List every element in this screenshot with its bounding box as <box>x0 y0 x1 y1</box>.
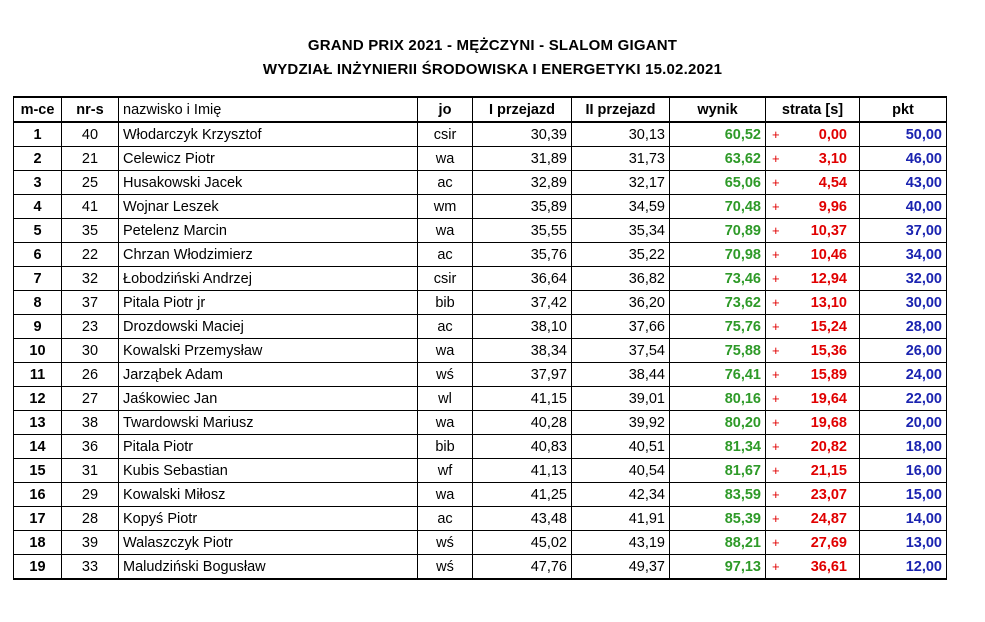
points-cell: 43,00 <box>860 171 947 195</box>
loss-value: 27,69 <box>810 534 847 551</box>
points-cell: 18,00 <box>860 435 947 459</box>
points-cell: 26,00 <box>860 339 947 363</box>
place-cell: 16 <box>14 483 62 507</box>
name-cell: Łobodziński Andrzej <box>119 267 418 291</box>
loss-value: 19,68 <box>810 414 847 431</box>
run1-cell: 31,89 <box>473 147 572 171</box>
run1-cell: 37,42 <box>473 291 572 315</box>
run1-cell: 35,89 <box>473 195 572 219</box>
bib-cell: 36 <box>62 435 119 459</box>
bib-cell: 35 <box>62 219 119 243</box>
table-row <box>14 483 947 507</box>
bib-cell: 21 <box>62 147 119 171</box>
loss-value: 10,46 <box>810 246 847 263</box>
result-cell: 81,34 <box>670 435 766 459</box>
result-cell: 63,62 <box>670 147 766 171</box>
table-row <box>14 531 947 555</box>
result-cell: 88,21 <box>670 531 766 555</box>
result-cell: 85,39 <box>670 507 766 531</box>
name-cell: Husakowski Jacek <box>119 171 418 195</box>
table-row <box>14 122 947 147</box>
plus-sign: + <box>772 342 780 358</box>
run1-cell: 43,48 <box>473 507 572 531</box>
loss-cell <box>766 483 860 507</box>
plus-sign: + <box>772 294 780 310</box>
name-cell: Kubis Sebastian <box>119 459 418 483</box>
run1-cell: 47,76 <box>473 555 572 580</box>
name-cell: Pitala Piotr jr <box>119 291 418 315</box>
run1-cell: 41,13 <box>473 459 572 483</box>
loss-value: 10,37 <box>810 222 847 239</box>
table-row <box>14 243 947 267</box>
bib-cell: 40 <box>62 122 119 147</box>
bib-cell: 25 <box>62 171 119 195</box>
jo-cell: wa <box>418 339 473 363</box>
run1-cell: 32,89 <box>473 171 572 195</box>
jo-cell: wa <box>418 219 473 243</box>
header-name: nazwisko i Imię <box>119 97 418 122</box>
header-points: pkt <box>860 97 947 122</box>
result-cell: 80,20 <box>670 411 766 435</box>
place-cell: 9 <box>14 315 62 339</box>
name-cell: Twardowski Mariusz <box>119 411 418 435</box>
run2-cell: 39,92 <box>572 411 670 435</box>
header-place: m-ce <box>14 97 62 122</box>
points-cell: 13,00 <box>860 531 947 555</box>
name-cell: Jaśkowiec Jan <box>119 387 418 411</box>
place-cell: 13 <box>14 411 62 435</box>
table-row <box>14 459 947 483</box>
loss-value: 20,82 <box>810 438 847 455</box>
run1-cell: 45,02 <box>473 531 572 555</box>
jo-cell: ac <box>418 507 473 531</box>
loss-value: 21,15 <box>810 462 847 479</box>
name-cell: Pitala Piotr <box>119 435 418 459</box>
plus-sign: + <box>772 438 780 454</box>
table-row <box>14 315 947 339</box>
run2-cell: 30,13 <box>572 122 670 147</box>
loss-value: 24,87 <box>810 510 847 527</box>
loss-value: 12,94 <box>810 270 847 287</box>
bib-cell: 32 <box>62 267 119 291</box>
header-loss: strata [s] <box>766 97 860 122</box>
table-row <box>14 363 947 387</box>
loss-cell <box>766 363 860 387</box>
plus-sign: + <box>772 390 780 406</box>
table-row <box>14 507 947 531</box>
run2-cell: 31,73 <box>572 147 670 171</box>
run1-cell: 35,76 <box>473 243 572 267</box>
place-cell: 1 <box>14 122 62 147</box>
plus-sign: + <box>772 462 780 478</box>
jo-cell: csir <box>418 122 473 147</box>
loss-value: 4,54 <box>818 174 847 191</box>
jo-cell: wa <box>418 411 473 435</box>
header-row <box>14 97 947 122</box>
run1-cell: 41,15 <box>473 387 572 411</box>
run2-cell: 32,17 <box>572 171 670 195</box>
result-cell: 73,62 <box>670 291 766 315</box>
loss-cell <box>766 411 860 435</box>
table-row <box>14 219 947 243</box>
bib-cell: 39 <box>62 531 119 555</box>
jo-cell: wm <box>418 195 473 219</box>
run1-cell: 40,83 <box>473 435 572 459</box>
loss-cell <box>766 243 860 267</box>
run2-cell: 43,19 <box>572 531 670 555</box>
place-cell: 15 <box>14 459 62 483</box>
place-cell: 2 <box>14 147 62 171</box>
table-row <box>14 555 947 580</box>
place-cell: 12 <box>14 387 62 411</box>
header-jo: jo <box>418 97 473 122</box>
plus-sign: + <box>772 150 780 166</box>
points-cell: 50,00 <box>860 122 947 147</box>
loss-cell <box>766 387 860 411</box>
run2-cell: 40,54 <box>572 459 670 483</box>
plus-sign: + <box>772 558 780 574</box>
table-row <box>14 291 947 315</box>
points-cell: 20,00 <box>860 411 947 435</box>
points-cell: 14,00 <box>860 507 947 531</box>
bib-cell: 37 <box>62 291 119 315</box>
place-cell: 4 <box>14 195 62 219</box>
results-table <box>13 96 947 580</box>
points-cell: 46,00 <box>860 147 947 171</box>
jo-cell: ac <box>418 171 473 195</box>
loss-value: 3,10 <box>818 150 847 167</box>
points-cell: 40,00 <box>860 195 947 219</box>
place-cell: 18 <box>14 531 62 555</box>
points-cell: 34,00 <box>860 243 947 267</box>
loss-value: 0,00 <box>818 126 847 143</box>
plus-sign: + <box>772 198 780 214</box>
points-cell: 12,00 <box>860 555 947 580</box>
plus-sign: + <box>772 534 780 550</box>
result-cell: 75,88 <box>670 339 766 363</box>
run2-cell: 38,44 <box>572 363 670 387</box>
points-cell: 32,00 <box>860 267 947 291</box>
table-row <box>14 147 947 171</box>
header-result: wynik <box>670 97 766 122</box>
points-cell: 15,00 <box>860 483 947 507</box>
result-cell: 70,89 <box>670 219 766 243</box>
place-cell: 14 <box>14 435 62 459</box>
jo-cell: ac <box>418 315 473 339</box>
plus-sign: + <box>772 318 780 334</box>
jo-cell: bib <box>418 435 473 459</box>
table-row <box>14 387 947 411</box>
plus-sign: + <box>772 414 780 430</box>
loss-cell <box>766 291 860 315</box>
plus-sign: + <box>772 366 780 382</box>
bib-cell: 23 <box>62 315 119 339</box>
loss-value: 19,64 <box>810 390 847 407</box>
table-row <box>14 195 947 219</box>
run1-cell: 37,97 <box>473 363 572 387</box>
table-row <box>14 339 947 363</box>
loss-value: 15,89 <box>810 366 847 383</box>
run1-cell: 38,34 <box>473 339 572 363</box>
plus-sign: + <box>772 270 780 286</box>
bib-cell: 26 <box>62 363 119 387</box>
table-row <box>14 171 947 195</box>
loss-cell <box>766 171 860 195</box>
jo-cell: wś <box>418 531 473 555</box>
run1-cell: 35,55 <box>473 219 572 243</box>
plus-sign: + <box>772 222 780 238</box>
run2-cell: 37,66 <box>572 315 670 339</box>
name-cell: Drozdowski Maciej <box>119 315 418 339</box>
loss-cell <box>766 315 860 339</box>
name-cell: Petelenz Marcin <box>119 219 418 243</box>
place-cell: 10 <box>14 339 62 363</box>
run2-cell: 36,82 <box>572 267 670 291</box>
run2-cell: 37,54 <box>572 339 670 363</box>
header-run1: I przejazd <box>473 97 572 122</box>
bib-cell: 33 <box>62 555 119 580</box>
loss-cell <box>766 531 860 555</box>
header-run2: II przejazd <box>572 97 670 122</box>
run2-cell: 34,59 <box>572 195 670 219</box>
loss-cell <box>766 219 860 243</box>
result-cell: 75,76 <box>670 315 766 339</box>
result-cell: 81,67 <box>670 459 766 483</box>
loss-cell <box>766 147 860 171</box>
loss-value: 13,10 <box>810 294 847 311</box>
loss-cell <box>766 435 860 459</box>
points-cell: 24,00 <box>860 363 947 387</box>
points-cell: 22,00 <box>860 387 947 411</box>
table-row <box>14 267 947 291</box>
run1-cell: 30,39 <box>473 122 572 147</box>
place-cell: 11 <box>14 363 62 387</box>
plus-sign: + <box>772 510 780 526</box>
place-cell: 19 <box>14 555 62 580</box>
run1-cell: 41,25 <box>473 483 572 507</box>
run1-cell: 38,10 <box>473 315 572 339</box>
jo-cell: wa <box>418 483 473 507</box>
result-cell: 65,06 <box>670 171 766 195</box>
jo-cell: wl <box>418 387 473 411</box>
loss-value: 36,61 <box>810 558 847 575</box>
run2-cell: 35,22 <box>572 243 670 267</box>
name-cell: Walaszczyk Piotr <box>119 531 418 555</box>
run2-cell: 35,34 <box>572 219 670 243</box>
plus-sign: + <box>772 486 780 502</box>
result-cell: 70,98 <box>670 243 766 267</box>
loss-value: 23,07 <box>810 486 847 503</box>
name-cell: Kowalski Miłosz <box>119 483 418 507</box>
jo-cell: wś <box>418 555 473 580</box>
jo-cell: wa <box>418 147 473 171</box>
bib-cell: 31 <box>62 459 119 483</box>
loss-cell <box>766 267 860 291</box>
loss-cell <box>766 195 860 219</box>
document-subtitle: WYDZIAŁ INŻYNIERII ŚRODOWISKA I ENERGETYKI 15.02.2021 <box>262 61 723 78</box>
bib-cell: 30 <box>62 339 119 363</box>
result-cell: 83,59 <box>670 483 766 507</box>
header-bib: nr-s <box>62 97 119 122</box>
place-cell: 3 <box>14 171 62 195</box>
bib-cell: 27 <box>62 387 119 411</box>
loss-cell <box>766 339 860 363</box>
run2-cell: 36,20 <box>572 291 670 315</box>
loss-cell <box>766 555 860 580</box>
place-cell: 17 <box>14 507 62 531</box>
bib-cell: 41 <box>62 195 119 219</box>
jo-cell: wf <box>418 459 473 483</box>
jo-cell: ac <box>418 243 473 267</box>
place-cell: 5 <box>14 219 62 243</box>
place-cell: 7 <box>14 267 62 291</box>
result-cell: 73,46 <box>670 267 766 291</box>
table-row <box>14 435 947 459</box>
run2-cell: 41,91 <box>572 507 670 531</box>
loss-value: 9,96 <box>818 198 847 215</box>
name-cell: Celewicz Piotr <box>119 147 418 171</box>
name-cell: Jarząbek Adam <box>119 363 418 387</box>
name-cell: Kowalski Przemysław <box>119 339 418 363</box>
loss-value: 15,24 <box>810 318 847 335</box>
bib-cell: 38 <box>62 411 119 435</box>
run1-cell: 40,28 <box>473 411 572 435</box>
run2-cell: 49,37 <box>572 555 670 580</box>
run1-cell: 36,64 <box>473 267 572 291</box>
name-cell: Wojnar Leszek <box>119 195 418 219</box>
result-cell: 60,52 <box>670 122 766 147</box>
loss-cell <box>766 507 860 531</box>
points-cell: 30,00 <box>860 291 947 315</box>
result-cell: 76,41 <box>670 363 766 387</box>
name-cell: Kopyś Piotr <box>119 507 418 531</box>
points-cell: 37,00 <box>860 219 947 243</box>
place-cell: 6 <box>14 243 62 267</box>
bib-cell: 28 <box>62 507 119 531</box>
place-cell: 8 <box>14 291 62 315</box>
name-cell: Maludziński Bogusław <box>119 555 418 580</box>
document-title: GRAND PRIX 2021 - MĘŻCZYNI - SLALOM GIGANT <box>307 37 678 54</box>
run2-cell: 42,34 <box>572 483 670 507</box>
loss-cell <box>766 122 860 147</box>
jo-cell: bib <box>418 291 473 315</box>
result-cell: 97,13 <box>670 555 766 580</box>
loss-cell <box>766 459 860 483</box>
bib-cell: 22 <box>62 243 119 267</box>
jo-cell: csir <box>418 267 473 291</box>
name-cell: Włodarczyk Krzysztof <box>119 122 418 147</box>
run2-cell: 40,51 <box>572 435 670 459</box>
points-cell: 28,00 <box>860 315 947 339</box>
table-row <box>14 411 947 435</box>
plus-sign: + <box>772 126 780 142</box>
results-body <box>14 122 947 579</box>
loss-value: 15,36 <box>810 342 847 359</box>
points-cell: 16,00 <box>860 459 947 483</box>
jo-cell: wś <box>418 363 473 387</box>
run2-cell: 39,01 <box>572 387 670 411</box>
plus-sign: + <box>772 246 780 262</box>
result-cell: 70,48 <box>670 195 766 219</box>
name-cell: Chrzan Włodzimierz <box>119 243 418 267</box>
bib-cell: 29 <box>62 483 119 507</box>
plus-sign: + <box>772 174 780 190</box>
result-cell: 80,16 <box>670 387 766 411</box>
